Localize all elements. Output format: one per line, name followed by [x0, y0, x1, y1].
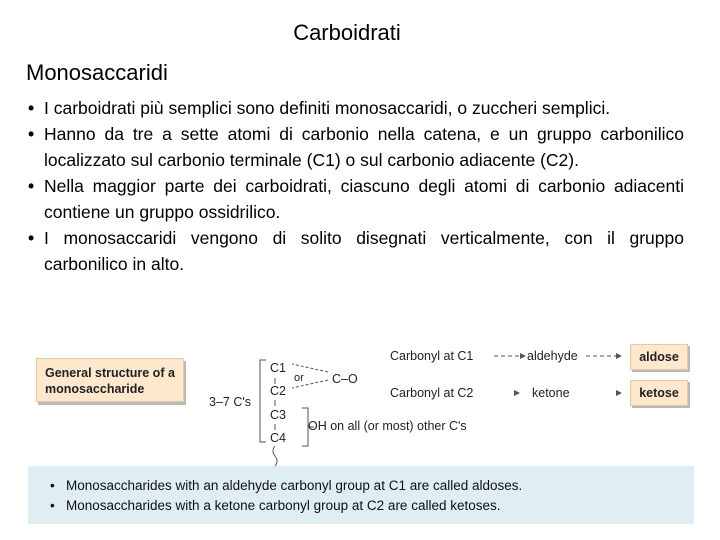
bullet-dot: •: [28, 176, 35, 196]
bullet-dot: •: [28, 124, 35, 144]
carbonyl-c1-label: Carbonyl at C1: [390, 349, 474, 363]
ketone-label: ketone: [532, 386, 570, 400]
c1-label: C1: [270, 361, 286, 375]
carbonyl-co-label: C–O: [332, 372, 358, 386]
figure-lines: [26, 342, 694, 466]
bullet-item: • I carboidrati più semplici sono definiti monosaccaridi, o zuccheri semplici.: [26, 95, 684, 121]
bullet-list: [26, 95, 684, 277]
bullet-dot: •: [28, 98, 35, 118]
or-label: or: [294, 372, 304, 384]
carbon-range-label: 3–7 C's: [209, 395, 251, 409]
page-title: Carboidrati: [293, 20, 401, 45]
bullet-item: • Hanno da tre a sette atomi di carbonio nella catena, e un gruppo carbonilico localizzato sul carbonio terminale (C1) o sul carbonio adiacente (C2).: [26, 121, 684, 173]
c2-label: C2: [270, 384, 286, 398]
carbonyl-c2-label: Carbonyl at C2: [390, 386, 474, 400]
aldose-box: aldose: [630, 344, 688, 370]
section-subtitle: Monosaccaridi: [26, 60, 168, 85]
c3-label: C3: [270, 408, 286, 422]
general-structure-box: General structure of a monosaccharide: [36, 358, 184, 402]
note-item: • Monosaccharides with an aldehyde carbonyl group at C1 are called aldoses.: [50, 476, 694, 496]
bullet-item: • Nella maggior parte dei carboidrati, ciascuno degli atomi di carbonio adiacenti contiene un gruppo ossidrilico.: [26, 173, 684, 225]
aldehyde-label: aldehyde: [527, 349, 578, 363]
notes-panel: [28, 466, 694, 524]
ketose-box: ketose: [630, 380, 688, 406]
bullet-item: • I monosaccaridi vengono di solito disegnati verticalmente, con il gruppo carbonilico in alto.: [26, 225, 684, 277]
c4-label: C4: [270, 431, 286, 445]
note-item: • Monosaccharides with a ketone carbonyl group at C2 are called ketoses.: [50, 496, 694, 516]
bullet-dot: •: [28, 228, 35, 248]
oh-label: OH on all (or most) other C's: [308, 419, 467, 433]
